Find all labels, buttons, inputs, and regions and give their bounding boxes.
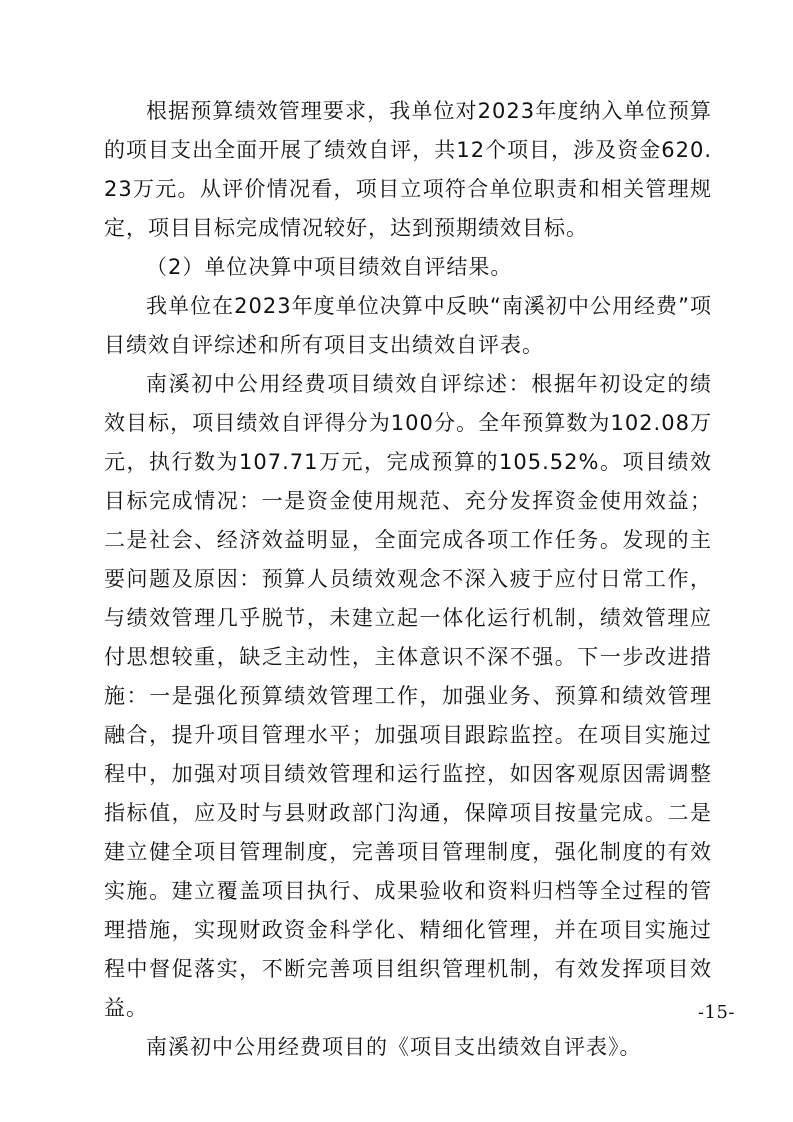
document-body — [104, 92, 712, 1067]
paragraph-section-heading: （2）单位决算中项目绩效自评结果。 — [146, 255, 513, 279]
paragraph-final-accounts-statement: 我单位在2023年度单位决算中反映“南溪初中公用经费”项目绩效自评综述和所有项目支出绩效自评表。 — [104, 294, 712, 357]
paragraph-evaluation-table-reference: 南溪初中公用经费项目的《项目支出绩效自评表》。 — [146, 1035, 642, 1059]
paragraph-project-summary: 南溪初中公用经费项目绩效自评综述：根据年初设定的绩效目标，项目绩效自评得分为100分。全年预算数为102.08万元，执行数为107.71万元，完成预算的105.52%。项目绩效目标完成情况：一是资金使用规范、充分发挥资金使用效益；二是社会、经济效益明显，全面完成各项工作任务。发现的主要问题及原因：预算人员绩效观念不深入疲于应付日常工作，与绩效管理几乎脱节，未建立起一体化运行机制，绩效管理应付思想较重，缺乏主动性，主体意识不深不强。下一步改进措施：一是强化预算绩效管理工作，加强业务、预算和绩效管理融合，提升项目管理水平；加强项目跟踪监控。在项目实施过程中，加强对项目绩效管理和运行监控，如因客观原因需调整指标值，应及时与县财政部门沟通，保障项目按量完成。二是建立健全项目管理制度，完善项目管理制度，强化制度的有效实施。建立覆盖项目执行、成果验收和资料归档等全过程的管理措施，实现财政资金科学化、精细化管理，并在项目实施过程中督促落实，不断完善项目组织管理机制，有效发挥项目效益。 — [104, 372, 712, 1020]
paragraph-self-evaluation-overview: 根据预算绩效管理要求，我单位对2023年度纳入单位预算的项目支出全面开展了绩效自评，共12个项目，涉及资金620.23万元。从评价情况看，项目立项符合单位职责和相关管理规定，项目目标完成情况较好，达到预期绩效目标。 — [104, 99, 712, 240]
page-number: -15- — [697, 1002, 735, 1023]
